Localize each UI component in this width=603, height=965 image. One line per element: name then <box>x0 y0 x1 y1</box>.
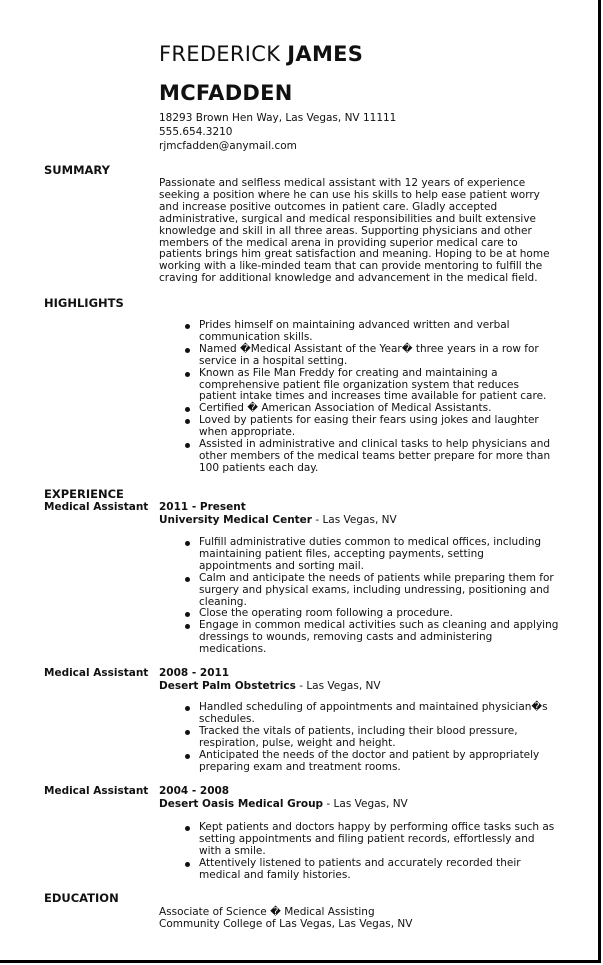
list-item: Assisted in administrative and clinical tasks to help physicians and other members of the medical teams better prepare for more than 100 patients each day. <box>199 439 559 475</box>
job-dates: 2004 - 2008 <box>159 785 230 797</box>
contact-block <box>159 111 396 153</box>
job-bullets <box>199 537 559 656</box>
employer-name: Desert Oasis Medical Group <box>159 798 324 810</box>
list-item: Loved by patients for easing their fears using jokes and laughter when appropriate. <box>199 415 559 439</box>
last-name-part-2: MCFADDEN <box>159 81 293 105</box>
last-name-part-1: JAMES <box>287 42 364 66</box>
education-school: Community College of Las Vegas, Las Vegas, NV <box>159 918 413 930</box>
highlights-list <box>199 320 559 475</box>
list-item: Engage in common medical activities such as cleaning and applying dressings to wounds, removing casts and administering medications. <box>199 619 559 656</box>
address: 18293 Brown Hen Way, Las Vegas, NV 11111 <box>159 112 397 124</box>
job-title: Medical Assistant <box>44 501 149 513</box>
name-line-1 <box>159 42 363 66</box>
list-item: Close the operating room following a procedure. <box>199 608 559 620</box>
list-item: Kept patients and doctors happy by performing office tasks such as setting appointments and filing patient records, effortlessly and with a smile. <box>199 822 559 858</box>
first-name: FREDERICK <box>159 42 281 66</box>
summary-text: Passionate and selfless medical assistant with 12 years of experience seeking a position where he can use his skills to help ease patient worry and increase positive outcomes in patient care. Gladly accepted administrative, surgical and medical responsibilities and built extensive knowledge and skill in all three areas. Supporting physicians and other members of the medical arena in providing superior medical care to patients brings him great satisfaction and meaning. Hoping to be at home working with a like-minded team that can provide mentoring to fulfill the craving for additional knowledge and advancement in the medical field. <box>159 177 550 285</box>
job-employer <box>159 798 408 810</box>
job-dates: 2011 - Present <box>159 501 246 513</box>
employer-name: University Medical Center <box>159 514 312 526</box>
education-heading: EDUCATION <box>44 891 119 905</box>
job-dates: 2008 - 2011 <box>159 667 230 679</box>
employer-location: - Las Vegas, NV <box>311 514 397 526</box>
employer-location: - Las Vegas, NV <box>323 798 408 810</box>
list-item: Handled scheduling of appointments and maintained physician�s schedules. <box>199 702 559 726</box>
job-employer <box>159 680 381 692</box>
employer-location: - Las Vegas, NV <box>295 680 381 692</box>
list-item: Prides himself on maintaining advanced written and verbal communication skills. <box>199 320 559 344</box>
job-bullets <box>199 822 559 882</box>
email[interactable]: rjmcfadden@anymail.com <box>159 140 297 152</box>
list-item: Tracked the vitals of patients, including their blood pressure, respiration, pulse, weight and height. <box>199 726 559 750</box>
experience-heading: EXPERIENCE <box>44 487 124 501</box>
job-employer <box>159 514 397 526</box>
job-bullets <box>199 702 559 773</box>
summary-heading: SUMMARY <box>44 163 110 177</box>
job-title: Medical Assistant <box>44 667 149 679</box>
job-title: Medical Assistant <box>44 785 149 797</box>
list-item: Certified � American Association of Medical Assistants. <box>199 403 559 415</box>
education-degree: Associate of Science � Medical Assisting <box>159 906 375 918</box>
list-item: Named �Medical Assistant of the Year� three years in a row for service in a hospital setting. <box>199 344 559 368</box>
employer-name: Desert Palm Obstetrics <box>159 680 296 692</box>
list-item: Anticipated the needs of the doctor and patient by appropriately preparing exam and treatment rooms. <box>199 750 559 774</box>
education-block <box>159 906 412 930</box>
list-item: Fulfill administrative duties common to medical offices, including maintaining patient files, accepting payments, setting appointments and sorting mail. <box>199 537 559 573</box>
phone: 555.654.3210 <box>159 126 233 138</box>
list-item: Known as File Man Freddy for creating and maintaining a comprehensive patient file organization system that reduces patient intake times and increases time available for patient care. <box>199 368 559 404</box>
list-item: Calm and anticipate the needs of patients while preparing them for surgery and physical exams, including undressing, positioning and cleaning. <box>199 573 559 609</box>
highlights-heading: HIGHLIGHTS <box>44 296 124 310</box>
list-item: Attentively listened to patients and accurately recorded their medical and family histories. <box>199 858 559 882</box>
